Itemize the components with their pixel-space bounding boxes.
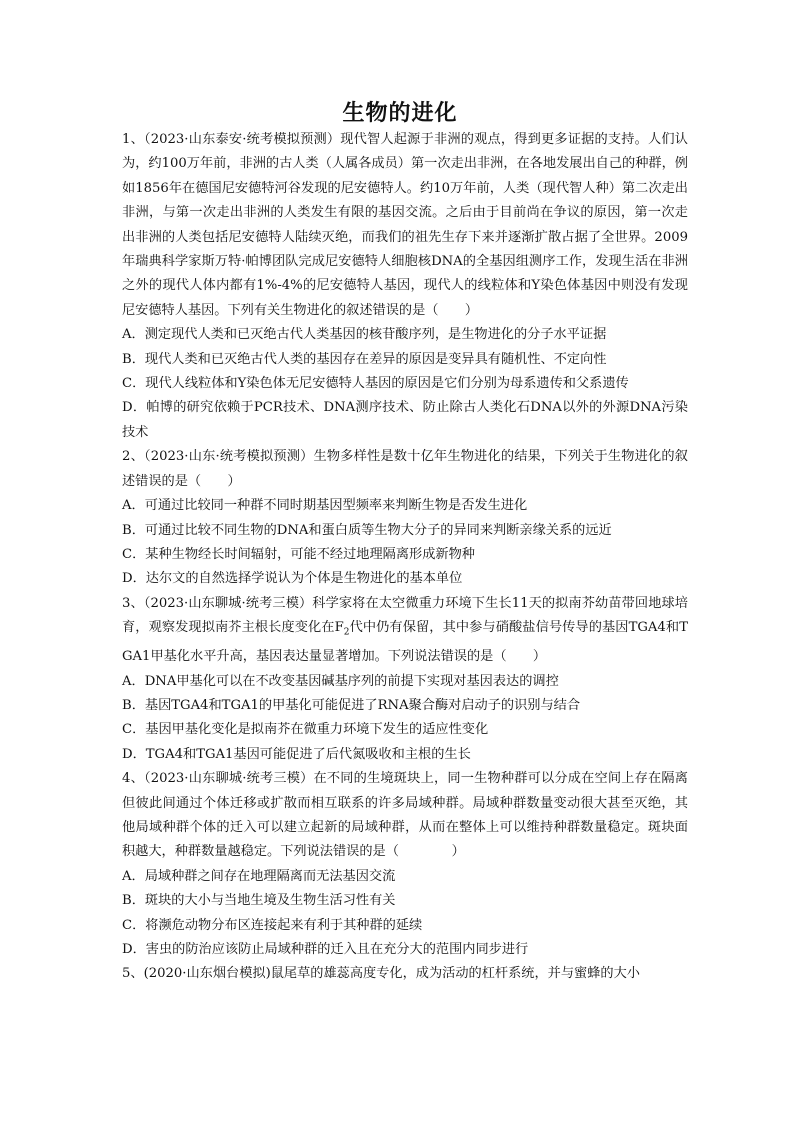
question-2-option-d: D．达尔文的自然选择学说认为个体是生物进化的基本单位 (122, 571, 463, 587)
question-list (122, 128, 688, 987)
question-3-option-b: B．基因TGA4和TGA1的甲基化可能促进了RNA聚合酶对启动子的识别与结合 (122, 697, 581, 713)
question-3-option-a: A．DNA甲基化可以在不改变基因碱基序列的前提下实现对基因表达的调控 (122, 673, 559, 689)
question-1-option-d: D．帕博的研究依赖于PCR技术、DNA测序技术、防止除古人类化石DNA以外的外源DNA污染技术 (122, 400, 688, 440)
question-1-option-c: C．现代人线粒体和Y染色体无尼安德特人基因的原因是它们分别为母系遗传和父系遗传 (122, 376, 629, 392)
question-2 (122, 445, 688, 591)
question-2-option-a: A．可通过比较同一种群不同时期基因型频率来判断生物是否发生进化 (122, 498, 528, 514)
question-2-option-c: C．某种生物经长时间辐射，可能不经过地理隔离形成新物种 (122, 546, 475, 562)
question-4-option-b: B．斑块的大小与当地生境及生物生活习性有关 (122, 893, 396, 909)
question-1-option-a: A．测定现代人类和已灭绝古代人类基因的核苷酸序列，是生物进化的分子水平证据 (122, 327, 607, 343)
question-5 (122, 962, 688, 986)
question-1-stem: 1、（2023·山东泰安·统考模拟预测）现代智人起源于非洲的观点，得到更多证据的支持。人们认为，约100万年前，非洲的古人类（人属各成员）第一次走出非洲，在各地发展出自己的种群，例如1856年在德国尼安德特河谷发现的尼安德特人。约10万年前，人类（现代智人种）第二次走出非洲，与第一次走出非洲的人类发生有限的基因交流。之后由于目前尚在争议的原因，第一次走出非洲的人类包括尼安德特人陆续灭绝，而我们的祖先生存下来并逐渐扩散占据了全世界。2009年瑞典科学家斯万特·帕博团队完成尼安德特人细胞核DNA的全基因组测序工作，发现生活在非洲之外的现代人体内都有1%-4%的尼安德特人基因，现代人的线粒体和Y染色体基因中则没有发现尼安德特人基因。下列有关生物进化的叙述错误的是（ ） (122, 132, 688, 318)
question-4 (122, 767, 688, 962)
question-4-stem: 4、（2023·山东聊城·统考三模）在不同的生境斑块上，同一生物种群可以分成在空间上存在隔离但彼此间通过个体迁移或扩散而相互联系的许多局域种群。局域种群数量变动很大甚至灭绝，其他局域种群个体的迁入可以建立起新的局域种群，从而在整体上可以维持种群数量稳定。斑块面积越大，种群数量越稳定。下列说法错误的是（ ） (122, 771, 688, 860)
question-2-stem: 2、（2023·山东·统考模拟预测）生物多样性是数十亿年生物进化的结果，下列关于生物进化的叙述错误的是（ ） (122, 449, 688, 489)
question-3-stem-part-1: 3、（2023·山东聊城·统考三模）科学家将在太空微重力环境下生长11天的拟南芥幼苗带回地球培育，观察发现拟南芥主根长度变化在F (122, 595, 688, 636)
question-3-stem-part-2: 代中仍有保留，其中参与硝酸盐信号传导的基因TGA4和TGA1甲基化水平升高，基因表达量显著增加。下列说法错误的是（ ） (122, 620, 688, 665)
question-3-stem (122, 592, 688, 670)
question-1 (122, 128, 688, 445)
question-3-option-d: D．TGA4和TGA1基因可能促进了后代氮吸收和主根的生长 (122, 746, 471, 762)
question-4-option-d: D．害虫的防治应该防止局域种群的迁入且在充分大的范围内同步进行 (122, 942, 529, 958)
question-2-option-b: B．可通过比较不同生物的DNA和蛋白质等生物大分子的异同来判断亲缘关系的远近 (122, 522, 612, 538)
question-3-option-c: C．基因甲基化变化是拟南芥在微重力环境下发生的适应性变化 (122, 722, 489, 738)
question-4-option-a: A．局域种群之间存在地理隔离而无法基因交流 (122, 868, 396, 884)
page-title: 生物的进化 (342, 101, 458, 126)
question-5-stem: 5、(2020·山东烟台模拟)鼠尾草的雄蕊高度专化，成为活动的杠杆系统，并与蜜蜂的大小 (122, 966, 640, 982)
question-4-option-c: C．将濒危动物分布区连接起来有利于其种群的延续 (122, 917, 423, 933)
question-3-stem-subscript: 2 (343, 627, 350, 638)
question-1-option-b: B．现代人类和已灭绝古代人类的基因存在差异的原因是变异具有随机性、不定向性 (122, 351, 607, 367)
question-3 (122, 592, 688, 767)
